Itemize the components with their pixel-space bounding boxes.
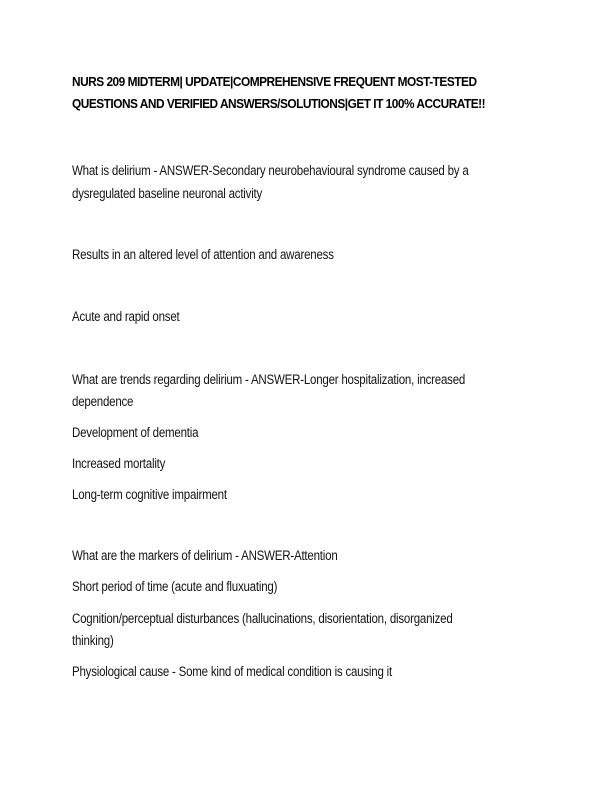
answer-item: Results in an altered level of attention and awareness xyxy=(72,247,334,262)
answer-item: Increased mortality xyxy=(72,456,166,471)
answer-item: Development of dementia xyxy=(72,425,199,440)
answer-continuation: dysregulated baseline neuronal activity xyxy=(72,186,263,201)
document-title-line-2: QUESTIONS AND VERIFIED ANSWERS/SOLUTIONS|GET IT 100% ACCURATE!! xyxy=(72,96,486,111)
answer-item: Acute and rapid onset xyxy=(72,309,180,324)
question-delirium-markers: What are the markers of delirium - ANSWER-Attention xyxy=(72,548,338,563)
answer-continuation: dependence xyxy=(72,394,134,409)
answer-continuation: thinking) xyxy=(72,633,114,648)
document-title xyxy=(72,71,495,115)
document-title-line-1: NURS 209 MIDTERM| UPDATE|COMPREHENSIVE FREQUENT MOST-TESTED xyxy=(72,74,477,89)
answer-item: Long-term cognitive impairment xyxy=(72,487,227,502)
question-delirium-definition: What is delirium - ANSWER-Secondary neurobehavioural syndrome caused by a xyxy=(72,163,469,178)
question-delirium-trends: What are trends regarding delirium - ANSWER-Longer hospitalization, increased xyxy=(72,372,466,387)
answer-item: Physiological cause - Some kind of medical condition is causing it xyxy=(72,664,392,679)
answer-item: Cognition/perceptual disturbances (hallucinations, disorientation, disorganized xyxy=(72,611,453,626)
answer-item: Short period of time (acute and fluxuating) xyxy=(72,579,278,594)
